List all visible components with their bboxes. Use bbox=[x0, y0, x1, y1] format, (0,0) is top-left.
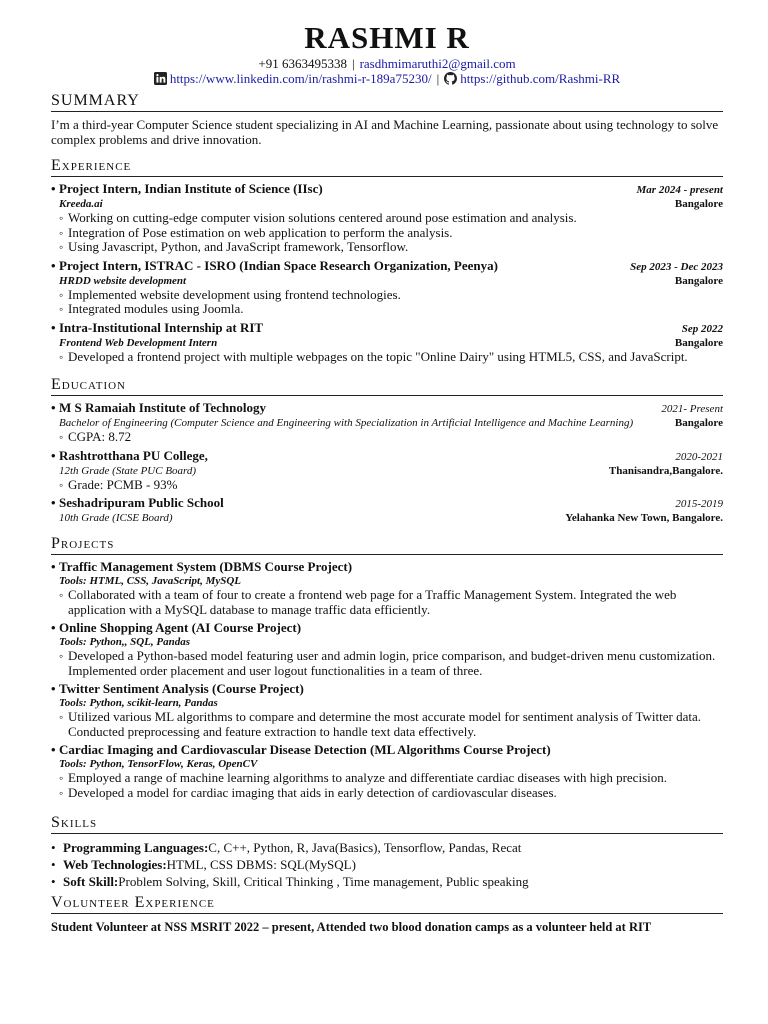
project-header-row bbox=[51, 682, 723, 696]
education-sub-row bbox=[51, 416, 723, 430]
project-name: • Traffic Management System (DBMS Course Project) bbox=[51, 560, 352, 574]
experience-header-row bbox=[51, 321, 723, 336]
education-date: 2020-2021 bbox=[675, 450, 723, 463]
project-bullet: ◦ Collaborated with a team of four to create a frontend web page for a Traffic Management System. Integrated the web application with a MySQL database to manage traffic data efficiently. bbox=[59, 588, 723, 617]
skills-list bbox=[51, 839, 723, 890]
project-tools-row bbox=[51, 757, 723, 771]
project-name: • Online Shopping Agent (AI Course Project) bbox=[51, 621, 301, 635]
project-item bbox=[51, 682, 723, 739]
project-item bbox=[51, 621, 723, 678]
education-school: • Rashtrotthana PU College, bbox=[51, 449, 208, 463]
linkedin-link[interactable]: https://www.linkedin.com/in/rashmi-r-189a75230/ bbox=[169, 71, 432, 86]
candidate-name: RASHMI R bbox=[304, 20, 470, 55]
experience-sub-row bbox=[51, 197, 723, 211]
education-header-row bbox=[51, 496, 723, 511]
skill-item bbox=[51, 839, 723, 856]
skill-value: HTML, CSS DBMS: SQL(MySQL) bbox=[166, 857, 356, 872]
skill-value: Problem Solving, Skill, Critical Thinking , Time management, Public speaking bbox=[118, 874, 529, 889]
project-tools-row bbox=[51, 635, 723, 649]
skill-value: C, C++, Python, R, Java(Basics), Tensorflow, Pandas, Recat bbox=[208, 840, 522, 855]
education-date: 2021- Present bbox=[661, 403, 723, 415]
experience-bullet: ◦ Integration of Pose estimation on web application to perform the analysis. bbox=[59, 226, 723, 241]
education-school: • M S Ramaiah Institute of Technology bbox=[51, 401, 266, 415]
experience-date: Mar 2024 - present bbox=[636, 184, 723, 196]
project-bullets bbox=[51, 710, 723, 739]
projects-list bbox=[51, 560, 723, 800]
skill-item bbox=[51, 873, 723, 890]
education-header-row bbox=[51, 401, 723, 416]
experience-bullet: ◦ Implemented website development using frontend technologies. bbox=[59, 288, 723, 303]
project-tools: Tools: HTML, CSS, JavaScript, MySQL bbox=[59, 575, 242, 587]
experience-header-row bbox=[51, 259, 723, 274]
skill-item bbox=[51, 856, 723, 873]
experience-bullets bbox=[51, 350, 723, 365]
linkedin-icon bbox=[154, 72, 167, 85]
experience-date: Sep 2022 bbox=[681, 322, 723, 335]
education-bullets bbox=[51, 430, 723, 445]
education-item bbox=[51, 401, 723, 445]
education-section bbox=[51, 376, 723, 525]
project-bullets bbox=[51, 588, 723, 617]
project-tools: Tools: Python,, SQL, Pandas bbox=[59, 636, 191, 648]
experience-item bbox=[51, 259, 723, 317]
experience-role: • Intra-Institutional Internship at RIT bbox=[51, 321, 263, 335]
experience-header-row bbox=[51, 182, 723, 197]
education-item bbox=[51, 449, 723, 493]
experience-bullet: ◦ Working on cutting-edge computer vision solutions centered around pose estimation and analysis. bbox=[59, 211, 723, 226]
project-bullets bbox=[51, 771, 723, 800]
project-bullet: ◦ Employed a range of machine learning algorithms to analyze and differentiate cardiac diseases with high precision. bbox=[59, 771, 723, 786]
skill-label: Web Technologies: bbox=[63, 857, 167, 872]
experience-sub-row bbox=[51, 274, 723, 288]
experience-bullet: ◦ Using Javascript, Python, and JavaScript framework, Tensorflow. bbox=[59, 240, 723, 255]
education-bullets bbox=[51, 478, 723, 493]
separator: | bbox=[351, 56, 355, 71]
projects-section bbox=[51, 535, 723, 800]
education-school: • Seshadripuram Public School bbox=[51, 496, 224, 510]
experience-bullet: ◦ Integrated modules using Joomla. bbox=[59, 302, 723, 317]
education-bullet: ◦ CGPA: 8.72 bbox=[59, 430, 723, 445]
experience-org: Frontend Web Development Intern bbox=[59, 336, 218, 349]
project-bullet: ◦ Developed a Python-based model featuring user and admin login, price comparison, and budget-driven menu customization. Implemented order placement and user logout functionalities in a team of three. bbox=[59, 649, 723, 678]
education-item bbox=[51, 496, 723, 525]
section-heading-volunteer: Volunteer Experience bbox=[51, 894, 723, 914]
summary-section bbox=[51, 92, 723, 147]
education-sub-row bbox=[51, 464, 723, 478]
github-link[interactable]: https://github.com/Rashmi-RR bbox=[460, 71, 621, 86]
experience-role: • Project Intern, ISTRAC - ISRO (Indian Space Research Organization, Peenya) bbox=[51, 259, 498, 273]
skill-label: Soft Skill: bbox=[63, 874, 119, 889]
project-tools-row bbox=[51, 696, 723, 710]
experience-date: Sep 2023 - Dec 2023 bbox=[630, 260, 723, 273]
project-item bbox=[51, 743, 723, 800]
education-degree: 12th Grade (State PUC Board) bbox=[59, 464, 197, 477]
experience-item bbox=[51, 321, 723, 365]
project-name: • Cardiac Imaging and Cardiovascular Disease Detection (ML Algorithms Course Project) bbox=[51, 743, 551, 757]
experience-sub-row bbox=[51, 336, 723, 350]
skill-label: Programming Languages: bbox=[63, 840, 209, 855]
project-bullets bbox=[51, 649, 723, 678]
contact-line-2 bbox=[51, 71, 723, 86]
section-heading-summary: SUMMARY bbox=[51, 92, 723, 112]
education-list bbox=[51, 401, 723, 525]
experience-list bbox=[51, 182, 723, 364]
project-bullet: ◦ Utilized various ML algorithms to compare and determine the most accurate model for sentiment analysis of Twitter data. Conducted preprocessing and feature extraction to handle text data effectively. bbox=[59, 710, 723, 739]
experience-section bbox=[51, 157, 723, 364]
volunteer-section bbox=[51, 894, 723, 934]
email-link[interactable]: rasdhmimaruthi2@gmail.com bbox=[359, 56, 516, 71]
section-heading-experience: Experience bbox=[51, 157, 723, 177]
section-heading-skills: Skills bbox=[51, 814, 723, 834]
project-tools: Tools: Python, TensorFlow, Keras, OpenCV bbox=[59, 758, 258, 770]
education-degree: Bachelor of Engineering (Computer Science and Engineering with Specialization in Artificial Intelligence and Machine Learning) bbox=[59, 417, 634, 429]
education-bullet: ◦ Grade: PCMB - 93% bbox=[59, 478, 723, 493]
experience-item bbox=[51, 182, 723, 255]
project-bullet: ◦ Developed a model for cardiac imaging that aids in early detection of cardiovascular diseases. bbox=[59, 786, 723, 801]
github-icon bbox=[444, 72, 457, 85]
phone-number: +91 6363495338 bbox=[258, 56, 347, 71]
section-heading-education: Education bbox=[51, 376, 723, 396]
experience-location: Bangalore bbox=[674, 274, 723, 287]
project-header-row bbox=[51, 621, 723, 635]
education-location: Yelahanka New Town, Bangalore. bbox=[565, 512, 723, 524]
section-heading-projects: Projects bbox=[51, 535, 723, 555]
experience-bullets bbox=[51, 288, 723, 317]
skills-section bbox=[51, 814, 723, 890]
experience-bullet: ◦ Developed a frontend project with multiple webpages on the topic "Online Dairy" using HTML5, CSS, and JavaScript. bbox=[59, 350, 723, 365]
experience-location: Bangalore bbox=[674, 198, 723, 210]
resume-page bbox=[51, 20, 723, 934]
project-tools-row bbox=[51, 574, 723, 588]
project-header-row bbox=[51, 560, 723, 574]
volunteer-text: Student Volunteer at NSS MSRIT 2022 – present, Attended two blood donation camps as a volunteer held at RIT bbox=[51, 920, 652, 934]
education-header-row bbox=[51, 449, 723, 464]
separator: | bbox=[436, 71, 440, 86]
experience-location: Bangalore bbox=[674, 336, 723, 349]
experience-org: HRDD website development bbox=[59, 274, 187, 287]
contact-line-1 bbox=[51, 56, 723, 71]
project-header-row bbox=[51, 743, 723, 757]
experience-org: Kreeda.ai bbox=[59, 198, 103, 210]
education-date: 2015-2019 bbox=[675, 498, 723, 510]
summary-text: I’m a third-year Computer Science student specializing in AI and Machine Learning, passionate about using technology to solve complex problems and drive innovation. bbox=[51, 117, 719, 147]
project-item bbox=[51, 560, 723, 617]
education-degree: 10th Grade (ICSE Board) bbox=[59, 512, 173, 524]
education-sub-row bbox=[51, 511, 723, 525]
education-location: Thanisandra,Bangalore. bbox=[608, 464, 723, 477]
experience-role: • Project Intern, Indian Institute of Science (IIsc) bbox=[51, 182, 323, 196]
education-location: Bangalore bbox=[674, 417, 723, 429]
project-name: • Twitter Sentiment Analysis (Course Project) bbox=[51, 682, 304, 696]
experience-bullets bbox=[51, 211, 723, 255]
project-tools: Tools: Python, scikit-learn, Pandas bbox=[59, 697, 218, 709]
